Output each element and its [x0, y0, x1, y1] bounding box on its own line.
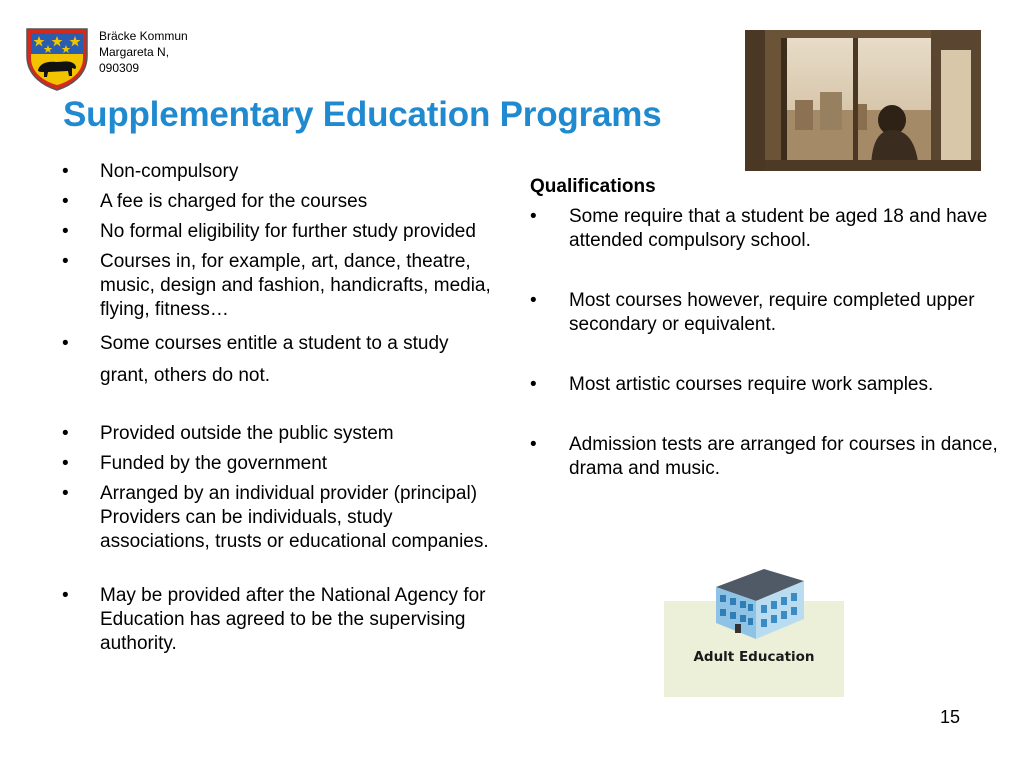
list-item: • No formal eligibility for further study provided [62, 220, 492, 244]
org-name: Bräcke Kommun [99, 29, 188, 43]
list-item: • Most courses however, require completed upper secondary or equivalent. [530, 289, 1010, 337]
list-item: • Funded by the government [62, 452, 492, 476]
adult-education-graphic [664, 567, 844, 697]
slide-title: Supplementary Education Programs [63, 95, 662, 134]
page-number: 15 [940, 707, 961, 727]
date-text: 090309 [99, 61, 140, 75]
list-item: • May be provided after the National Agency for Education has agreed to be the supervising authority. [62, 584, 492, 656]
photo-girl-at-window-icon [745, 30, 981, 171]
list-item: • A fee is charged for the courses [62, 190, 492, 214]
list-item: • Courses in, for example, art, dance, theatre, music, design and fashion, handicrafts, media, flying, fitness… [62, 250, 492, 322]
qualifications-heading: Qualifications [530, 176, 656, 197]
coat-of-arms-icon [24, 26, 90, 92]
right-column [530, 175, 1010, 517]
list-item: • Some require that a student be aged 18 and have attended compulsory school. [530, 205, 1010, 253]
list-item: • Provided outside the public system [62, 422, 492, 446]
list-item: • Arranged by an individual provider (principal) Providers can be individuals, study associations, trusts or educational companies. [62, 482, 492, 554]
school-building-icon [664, 567, 844, 697]
left-bullet-list [62, 160, 492, 656]
list-item: • Some courses entitle a student to a study grant, others do not. [62, 328, 492, 392]
left-column [62, 160, 492, 662]
qualifications-list [530, 205, 1010, 481]
author-name: Margareta N, [99, 45, 170, 59]
list-item: • Admission tests are arranged for courses in dance, drama and music. [530, 433, 1010, 481]
adult-education-label: Adult Education [693, 649, 815, 665]
header-meta [99, 28, 188, 76]
list-item: • Most artistic courses require work samples. [530, 373, 1010, 397]
list-item: • Non-compulsory [62, 160, 492, 184]
